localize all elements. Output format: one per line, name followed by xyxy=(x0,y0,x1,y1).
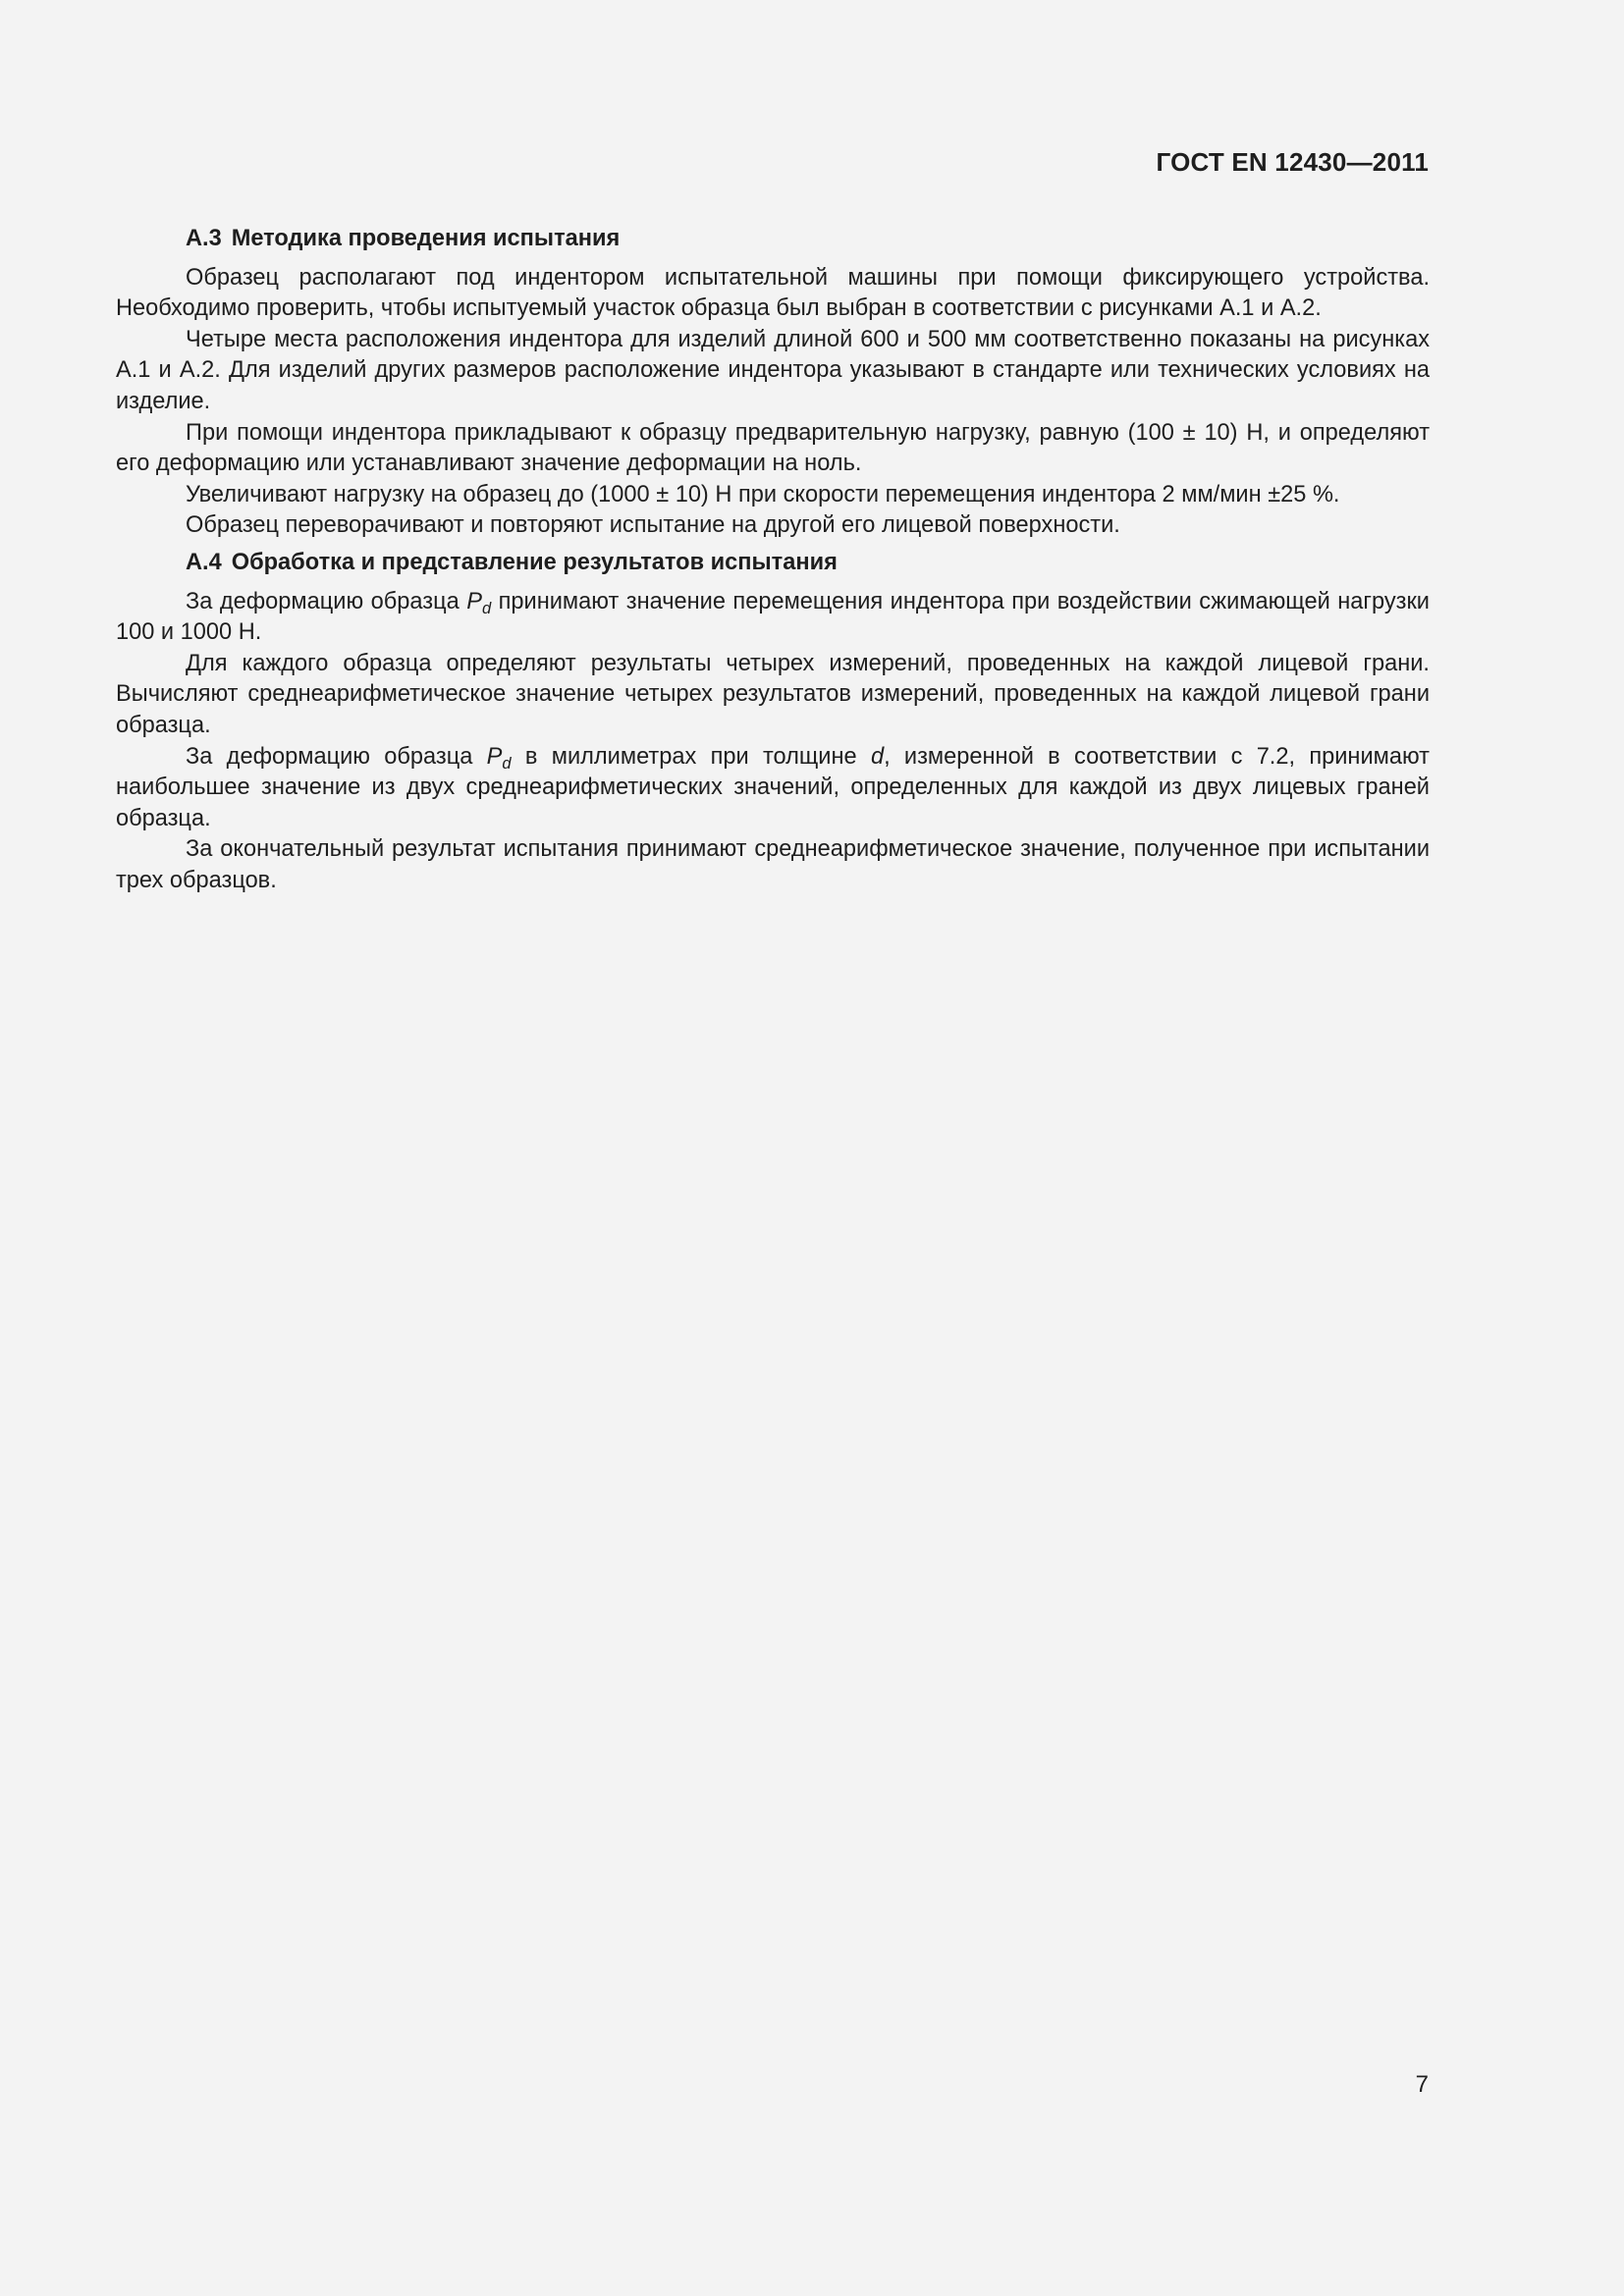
paragraph: Образец располагают под индентором испытательной машины при помощи фиксирующего устройства. Необходимо проверить, чтобы испытуемый участок образца был выбран в соответствии с рисунками А.1 и А.2. xyxy=(116,264,1430,322)
symbol-d: d xyxy=(870,743,885,770)
section-number: А.3 xyxy=(186,226,222,251)
document-body xyxy=(116,224,1430,896)
paragraph: Четыре места расположения индентора для изделий длиной 600 и 500 мм соответственно показаны на рисунках А.1 и А.2. Для изделий других размеров расположение индентора указывают в стандарте или технических условиях на изделие. xyxy=(116,326,1430,414)
section-heading-a3 xyxy=(116,224,1430,255)
paragraph: Образец переворачивают и повторяют испытание на другой его лицевой поверхности. xyxy=(186,512,1120,539)
paragraph-text: За деформацию образца xyxy=(186,743,473,770)
section-title: Обработка и представление результатов испытания xyxy=(231,549,838,575)
section-title: Методика проведения испытания xyxy=(231,226,621,251)
paragraph: Увеличивают нагрузку на образец до (1000 ± 10) Н при скорости перемещения индентора 2 мм/мин ±25 %. xyxy=(186,481,1340,507)
symbol-pd xyxy=(466,588,492,617)
section-number: А.4 xyxy=(186,549,222,575)
page-number: 7 xyxy=(1415,2071,1429,2098)
paragraph: За окончательный результат испытания принимают среднеарифметическое значение, полученное при испытании трех образцов. xyxy=(116,836,1430,893)
symbol-d-subscript: d xyxy=(502,753,512,773)
paragraph-text: , измеренной в соответствии с 7.2, принимают наибольшее значение из двух среднеарифметических значений, определенных для каждой из двух лицевых граней образца. xyxy=(116,743,1430,831)
symbol-p: P xyxy=(466,588,482,614)
paragraph-text: За деформацию образца xyxy=(186,588,460,614)
paragraph-text: в миллиметрах при толщине xyxy=(524,743,857,770)
paragraph xyxy=(116,587,1430,649)
symbol-pd xyxy=(486,743,512,773)
symbol-p: P xyxy=(486,743,503,770)
document-code: ГОСТ EN 12430—2011 xyxy=(1156,147,1429,177)
section-heading-a4 xyxy=(116,548,1430,579)
paragraph-text: принимают значение перемещения индентора при воздействии сжимающей нагрузки 100 и 1000 Н. xyxy=(116,588,1430,646)
paragraph: При помощи индентора прикладывают к образцу предварительную нагрузку, равную (100 ± 10) Н, и определяют его деформацию или устанавливают значение деформации на ноль. xyxy=(116,419,1430,477)
symbol-d-subscript: d xyxy=(481,598,492,617)
paragraph: Для каждого образца определяют результаты четырех измерений, проведенных на каждой лицевой грани. Вычисляют среднеарифметическое значение четырех результатов измерений, проведенных на каждой лицевой грани образца. xyxy=(116,650,1430,738)
paragraph xyxy=(116,742,1430,835)
